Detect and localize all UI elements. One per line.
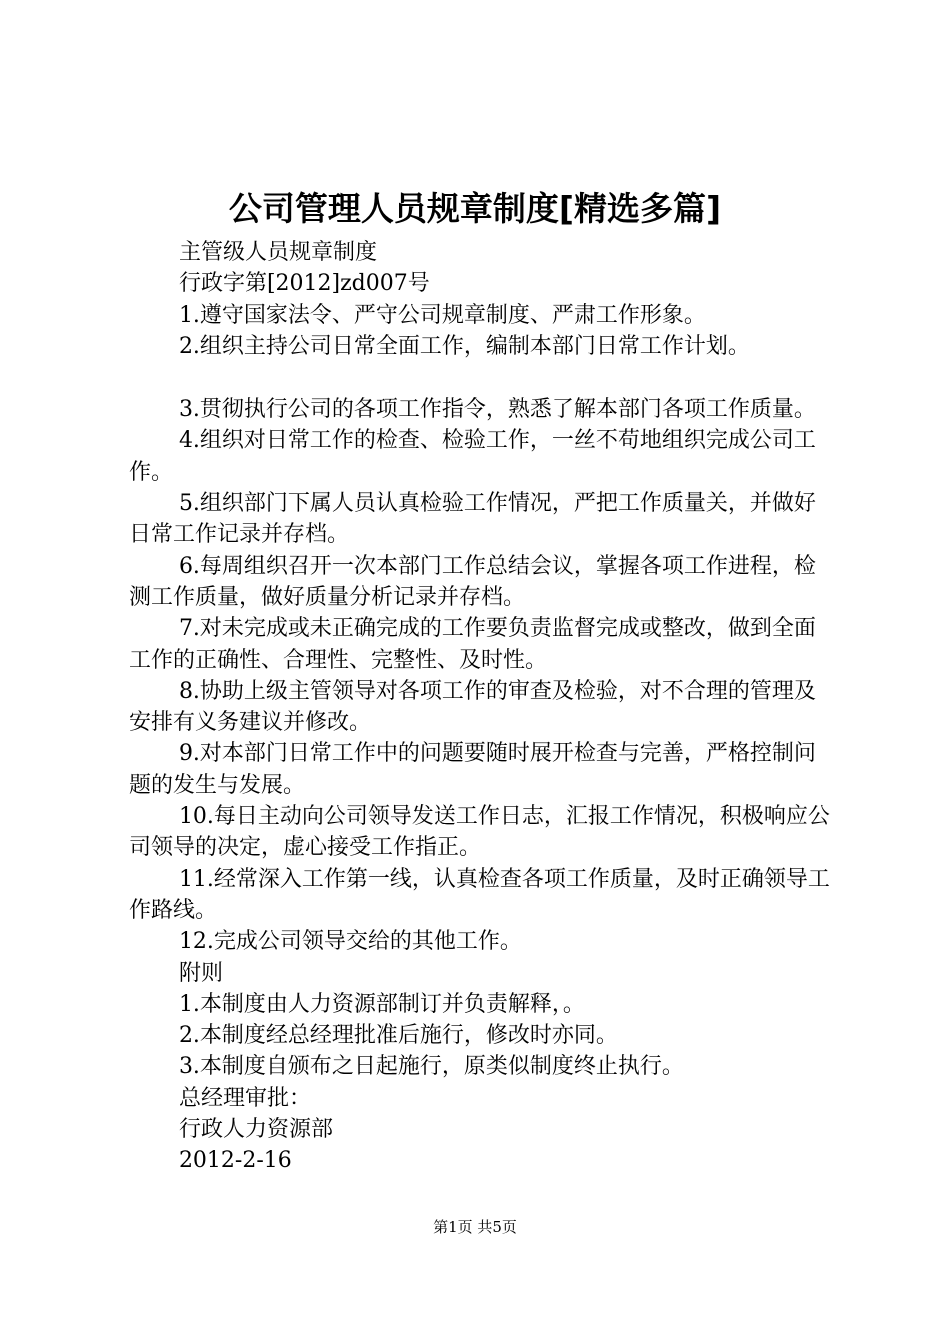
paragraph: 1.遵守国家法令、严守公司规章制度、严肃工作形象。	[178, 302, 706, 328]
paragraph: 5.组织部门下属人员认真检验工作情况，严把工作质量关，并做好日常工作记录并存档。	[129, 491, 816, 548]
document-body	[129, 237, 834, 1177]
paragraph: 7.对未完成或未正确完成的工作要负责监督完成或整改，做到全面工作的正确性、合理性、完整性、及时性。	[129, 616, 816, 673]
department-name: 行政人力资源部	[178, 1117, 333, 1143]
paragraph: 4.组织对日常工作的检查、检验工作，一丝不苟地组织完成公司工作。	[129, 428, 816, 485]
page-title: 公司管理人员规章制度[精选多篇]	[228, 189, 722, 228]
paragraph: 3.本制度自颁布之日起施行，原类似制度终止执行。	[178, 1054, 684, 1080]
paragraph-gap	[129, 362, 834, 394]
paragraph: 10.每日主动向公司领导发送工作日志，汇报工作情况，积极响应公司领导的决定，虚心接受工作指正。	[129, 804, 830, 861]
paragraph: 12.完成公司领导交给的其他工作。	[178, 929, 522, 955]
paragraph: 主管级人员规章制度	[178, 240, 377, 265]
page-footer: 第1页 共5页	[433, 1218, 517, 1236]
paragraph: 6.每周组织召开一次本部门工作总结会议，掌握各项工作进程，检测工作质量，做好质量分析记录并存档。	[129, 553, 816, 610]
paragraph: 2.本制度经总经理批准后施行，修改时亦同。	[178, 1023, 618, 1049]
paragraph: 8.协助上级主管领导对各项工作的审查及检验，对不合理的管理及安排有义务建议并修改。	[129, 678, 816, 736]
paragraph: 9.对本部门日常工作中的问题要随时展开检查与完善，严格控制问题的发生与发展。	[129, 741, 816, 798]
paragraph: 2.组织主持公司日常全面工作，编制本部门日常工作计划。	[178, 333, 750, 359]
paragraph: 行政字第[2012]zd007号	[178, 271, 430, 297]
section-heading: 附则	[178, 960, 223, 986]
paragraph: 11.经常深入工作第一线，认真检查各项工作质量，及时正确领导工作路线。	[129, 866, 830, 923]
approval-line: 总经理审批：	[178, 1085, 311, 1111]
paragraph: 1.本制度由人力资源部制订并负责解释，。	[178, 991, 585, 1017]
document-date: 2012-2-16	[178, 1148, 292, 1174]
paragraph: 3.贯彻执行公司的各项工作指令，熟悉了解本部门各项工作质量。	[178, 397, 816, 423]
